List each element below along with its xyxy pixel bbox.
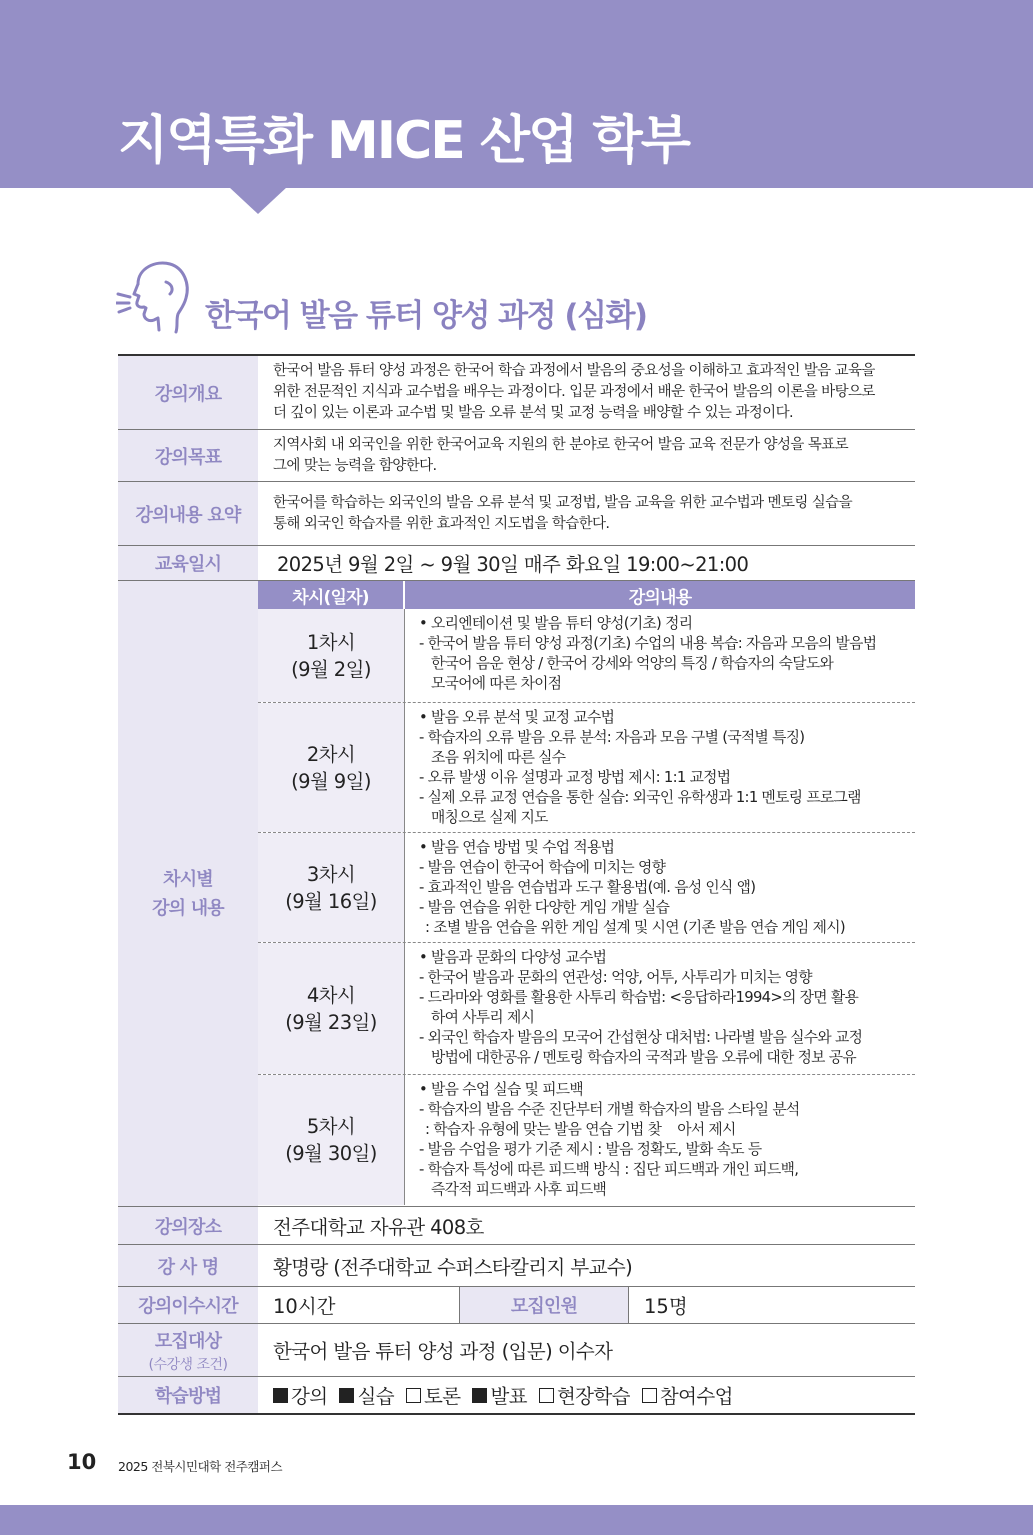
session-label: 4차시: [306, 983, 356, 1007]
checkbox-icon: [642, 1388, 657, 1403]
content-line: - 발음 연습을 위한 다양한 게임 개발 실습: [419, 899, 670, 916]
checkbox-icon: [273, 1388, 288, 1403]
content-line: 하여 사투리 제시: [431, 1009, 535, 1026]
summary-row: [118, 482, 915, 546]
footer-band: [0, 1505, 1033, 1535]
overview-line: 한국어 발음 튜터 양성 과정은 한국어 학습 과정에서 발음의 중요성을 이해하고 효과적인 발음 교육을: [273, 363, 875, 379]
page-title: 지역특화 MICE 산업 학부: [118, 111, 689, 171]
session-content: [405, 833, 915, 942]
session-column-header: 차시(일자): [258, 581, 405, 609]
method-options: [273, 1381, 733, 1409]
content-line: - 한국어 발음과 문화의 연관성: 억양, 어투, 사투리가 미치는 영향: [419, 969, 812, 986]
session-label: 1차시: [306, 630, 356, 654]
method-option: [406, 1381, 460, 1409]
content-line: : 조별 발음 연습을 위한 게임 설계 및 시연 (기존 발음 연습 게임 제시): [425, 919, 845, 936]
method-option: [642, 1381, 733, 1409]
content-line: • 발음 오류 분석 및 교정 교수법: [419, 709, 615, 726]
session-row: [258, 703, 915, 833]
content-line: - 외국인 학습자 발음의 모국어 간섭현상 대처법: 나라별 발음 실수와 교정: [419, 1029, 863, 1046]
session-date: (9월 9일): [291, 769, 371, 793]
checkbox-icon: [406, 1388, 421, 1403]
instructor-label: 강 사 명: [118, 1245, 258, 1286]
method-option-label: 강의: [291, 1385, 328, 1408]
session-content: [405, 943, 915, 1074]
session-row: [258, 833, 915, 943]
session-number: [258, 609, 405, 702]
method-option-label: 현장학습: [556, 1385, 630, 1408]
method-option: [539, 1381, 630, 1409]
target-value: 한국어 발음 튜터 양성 과정 (입문) 이수자: [273, 1340, 613, 1363]
method-value: [258, 1377, 915, 1413]
content-line: : 학습자 유형에 맞는 발음 연습 기법 찾 아서 제시: [425, 1121, 736, 1138]
content-column-header: 강의내용: [628, 587, 692, 608]
content-line: - 학습자의 발음 수준 진단부터 개별 학습자의 발음 스타일 분석: [419, 1101, 800, 1118]
instructor-value: 황명랑 (전주대학교 수퍼스타칼리지 부교수): [273, 1255, 633, 1279]
hours-row: [118, 1287, 915, 1324]
session-date: (9월 23일): [285, 1010, 377, 1034]
schedule-header: [258, 581, 915, 609]
date-row: [118, 546, 915, 581]
content-line: - 학습자 특성에 따른 피드백 방식 : 집단 피드백과 개인 피드백,: [419, 1161, 799, 1178]
checkbox-icon: [472, 1388, 487, 1403]
date-label: 교육일시: [118, 546, 258, 580]
capacity-value: 15명: [644, 1295, 688, 1318]
session-number: [258, 1075, 405, 1205]
session-content: [405, 609, 915, 702]
content-line: 모국어에 따른 차이점: [431, 675, 562, 692]
session-label: 2차시: [306, 742, 356, 766]
content-line: 방법에 대한공유 / 멘토링 학습자의 국적과 발음 오류에 대한 정보 공유: [431, 1049, 856, 1066]
schedule-row: [118, 581, 915, 1207]
content-line: • 발음과 문화의 다양성 교수법: [419, 949, 607, 966]
session-date: (9월 2일): [291, 657, 371, 681]
content-line: - 발음 수업을 평가 기준 제시 : 발음 정확도, 발화 속도 등: [419, 1141, 762, 1158]
method-label: 학습방법: [118, 1377, 258, 1413]
session-date: (9월 30일): [285, 1142, 377, 1165]
content-line: - 한국어 발음 튜터 양성 과정(기초) 수업의 내용 복습: 자음과 모음의 발음법: [419, 635, 877, 652]
overview-value: [258, 356, 915, 429]
hours-split: [258, 1287, 915, 1323]
method-row: [118, 1377, 915, 1415]
content-line: - 오류 발생 이유 설명과 교정 방법 제시: 1:1 교정법: [419, 769, 731, 786]
session-label: 5차시: [306, 1115, 356, 1138]
venue-label: 강의장소: [118, 1207, 258, 1244]
content-line: • 오리엔테이션 및 발음 튜터 양성(기초) 정리: [419, 615, 693, 632]
capacity-label: 모집인원: [460, 1287, 629, 1323]
session-label: 3차시: [306, 862, 356, 886]
content-line: • 발음 연습 방법 및 수업 적용법: [419, 839, 615, 856]
content-line: - 발음 연습이 한국어 학습에 미치는 영향: [419, 859, 666, 876]
overview-line: 위한 전문적인 지식과 교수법을 배우는 과정이다. 입문 과정에서 배운 한국어 발음의 이론을 바탕으로: [273, 384, 875, 400]
session-content: [405, 1075, 915, 1205]
method-option-label: 참여수업: [659, 1385, 733, 1408]
checkbox-icon: [539, 1388, 554, 1403]
method-option-label: 실습: [357, 1385, 394, 1408]
summary-line: 한국어를 학습하는 외국인의 발음 오류 분석 및 교정법, 발음 교육을 위한 교수법과 멘토링 실습을: [273, 494, 852, 511]
summary-value: [258, 482, 915, 545]
checkbox-icon: [339, 1388, 354, 1403]
session-row: [258, 609, 915, 703]
target-label: [118, 1324, 258, 1376]
hours-label: 강의이수시간: [118, 1287, 258, 1323]
overview-row: [118, 354, 915, 430]
goal-line: 지역사회 내 외국인을 위한 한국어교육 지원의 한 분야로 한국어 발음 교육 전문가 양성을 목표로: [273, 436, 848, 453]
session-number: [258, 833, 405, 942]
summary-line: 통해 외국인 학습자를 위한 효과적인 지도법을 학습한다.: [273, 515, 610, 532]
session-row: [258, 1075, 915, 1205]
session-date: (9월 16일): [285, 889, 377, 913]
content-line: - 드라마와 영화를 활용한 사투리 학습법: <응답하라1994>의 장면 활용: [419, 989, 859, 1006]
schedule-label-line: 강의 내용: [152, 897, 224, 919]
goal-line: 그에 맞는 능력을 함양한다.: [273, 457, 437, 474]
overview-label: 강의개요: [118, 356, 258, 429]
content-line: 한국어 음운 현상 / 한국어 강세와 억양의 특징 / 학습자의 숙달도와: [431, 655, 834, 672]
content-line: - 실제 오류 교정 연습을 통한 실습: 외국인 유학생과 1:1 멘토링 프로그램: [419, 789, 861, 806]
session-number: [258, 703, 405, 832]
schedule-table: [258, 581, 915, 1206]
method-option: [472, 1381, 526, 1409]
instructor-row: [118, 1245, 915, 1287]
schedule-label-line: 차시별: [163, 868, 213, 890]
venue-value: 전주대학교 자유관 408호: [273, 1215, 484, 1239]
content-line: 즉각적 피드백과 사후 피드백: [431, 1181, 607, 1198]
course-title: 한국어 발음 튜터 양성 과정 (심화): [205, 298, 647, 334]
target-label-main: 모집대상: [154, 1330, 222, 1352]
goal-label: 강의목표: [118, 430, 258, 481]
content-line: 조음 위치에 따른 실수: [431, 749, 566, 766]
content-line: 매칭으로 실제 지도: [431, 809, 548, 826]
date-value: 2025년 9월 2일 ~ 9월 30일 매주 화요일 19:00~21:00: [277, 553, 749, 576]
footer-text: 2025 전북시민대학 전주캠퍼스: [118, 1459, 283, 1474]
summary-label: 강의내용 요약: [118, 482, 258, 545]
content-line: - 효과적인 발음 연습법과 도구 활용법(예. 음성 인식 앱): [419, 879, 756, 896]
method-option: [339, 1381, 393, 1409]
session-number: [258, 943, 405, 1074]
target-sublabel: (수강생 조건): [148, 1356, 228, 1373]
target-row: [118, 1324, 915, 1377]
content-line: • 발음 수업 실습 및 피드백: [419, 1081, 583, 1098]
goal-value: [258, 430, 915, 481]
course-info-table: [118, 354, 915, 1415]
header-notch: [229, 187, 287, 214]
venue-row: [118, 1207, 915, 1245]
content-line: - 학습자의 오류 발음 오류 분석: 자음과 모음 구별 (국적별 특징): [419, 729, 805, 746]
method-option-label: 토론: [423, 1385, 461, 1408]
method-option: [273, 1381, 327, 1409]
overview-line: 더 깊이 있는 이론과 교수법 및 발음 오류 분석 및 교정 능력을 배양할 수 있는 과정이다.: [273, 405, 793, 421]
schedule-label: [118, 581, 258, 1206]
method-option-label: 발표: [490, 1385, 527, 1408]
goal-row: [118, 430, 915, 482]
speaking-face-icon: [116, 256, 192, 336]
session-row: [258, 943, 915, 1075]
hours-value: 10시간: [258, 1287, 460, 1323]
session-content: [405, 703, 915, 832]
page-number: 10: [67, 1450, 97, 1474]
